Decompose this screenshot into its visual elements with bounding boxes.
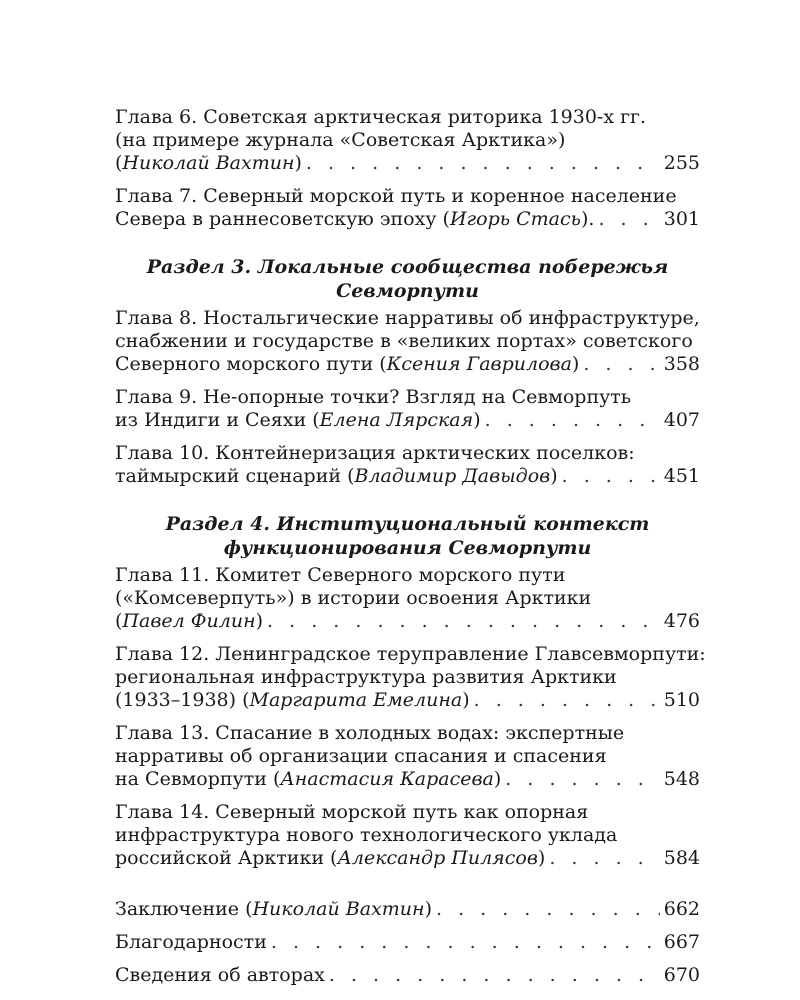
section-heading-4[interactable]: Раздел 4. Институциональный контекст функционирования Севморпути <box>165 513 650 559</box>
toc-entry-acknowledgements[interactable] <box>115 931 700 954</box>
entry-last-line: (Павел Филин) . . . 476 <box>115 610 700 633</box>
page-number: 584 <box>663 847 700 869</box>
page-number: 255 <box>663 152 700 174</box>
toc-entry-chapter-12[interactable] <box>115 643 706 712</box>
entry-line: Глава 8. Ностальгические нарративы об инфраструктуре, <box>115 307 700 329</box>
dot-leader <box>271 931 660 954</box>
entry-last-line: (Николай Вахтин) . . . 255 <box>115 152 700 175</box>
toc-entry-chapter-11[interactable] <box>115 564 700 633</box>
dot-leader <box>474 689 660 712</box>
entry-last-line: Сведения об авторах . . . 670 <box>115 964 700 987</box>
toc-entry-about-authors[interactable] <box>115 964 700 987</box>
page-number: 476 <box>663 610 700 632</box>
page-number: 451 <box>663 465 700 487</box>
toc-entry-chapter-7[interactable] <box>115 185 700 231</box>
entry-last-line: из Индиги и Сеяхи (Елена Лярская) . . . 407 <box>115 409 700 432</box>
entry-last-line: Северного морского пути (Ксения Гаврилова) . . . 358 <box>115 353 700 376</box>
table-of-contents <box>115 106 706 997</box>
entry-line: инфраструктура нового технологического уклада <box>115 824 618 846</box>
entry-last-line: таймырский сценарий (Владимир Давыдов) . . . 451 <box>115 465 700 488</box>
spacer <box>115 880 700 898</box>
dot-leader <box>562 465 660 488</box>
entry-author: Маргарита Емелина <box>249 689 463 711</box>
entry-last-line: Севера в раннесоветскую эпоху (Игорь Стась). . . . 301 <box>115 208 700 231</box>
dot-leader <box>485 409 660 432</box>
dot-leader <box>267 610 660 633</box>
page-number: 670 <box>663 964 700 986</box>
toc-entry-chapter-13[interactable] <box>115 722 700 791</box>
page-number: 301 <box>663 208 700 230</box>
toc-entry-chapter-9[interactable] <box>115 386 700 432</box>
dot-leader <box>598 208 659 231</box>
entry-line: Глава 9. Не-опорные точки? Взгляд на Севморпуть <box>115 386 632 408</box>
entry-line: Глава 12. Ленинградское теруправление Главсевморпути: <box>115 643 706 665</box>
entry-author: Игорь Стась <box>449 208 581 230</box>
entry-last-line: российской Арктики (Александр Пилясов) . . . 584 <box>115 847 700 870</box>
entry-last-line: Благодарности . . . 667 <box>115 931 700 954</box>
toc-entry-chapter-6[interactable] <box>115 106 700 175</box>
entry-author: Анастасия Карасева <box>280 768 494 790</box>
entry-line: Глава 10. Контейнеризация арктических поселков: <box>115 442 635 464</box>
entry-author: Елена Лярская <box>319 409 474 431</box>
entry-line: Глава 13. Спасание в холодных водах: экспертные <box>115 722 625 744</box>
entry-line: Глава 6. Советская арктическая риторика 1930-х гг. <box>115 106 647 128</box>
entry-author: Александр Пилясов <box>337 847 538 869</box>
entry-line: нарративы об организации спасания и спасения <box>115 745 607 767</box>
entry-author: Николай Вахтин <box>252 898 425 920</box>
dot-leader <box>583 353 659 376</box>
entry-author: Николай Вахтин <box>122 152 295 174</box>
toc-entry-chapter-8[interactable] <box>115 307 700 376</box>
entry-line: («Комсеверпуть») в истории освоения Арктики <box>115 587 592 609</box>
page-number: 407 <box>663 409 700 431</box>
entry-line: региональная инфраструктура развития Арктики <box>115 666 617 688</box>
entry-line: Глава 14. Северный морской путь как опорная <box>115 801 589 823</box>
entry-last-line: (1933–1938) (Маргарита Емелина) . . . 510 <box>115 689 700 712</box>
page-number: 667 <box>663 931 700 953</box>
dot-leader <box>436 898 660 921</box>
dot-leader <box>549 847 659 870</box>
entry-author: Павел Филин <box>122 610 256 632</box>
entry-author: Ксения Гаврилова <box>386 353 572 375</box>
entry-line: снабжении и государстве в «великих портах» советского <box>115 330 693 352</box>
page-number: 510 <box>663 689 700 711</box>
entry-line: (на примере журнала «Советская Арктика») <box>115 129 566 151</box>
dot-leader <box>329 964 660 987</box>
toc-entry-chapter-10[interactable] <box>115 442 700 488</box>
section-heading-3[interactable]: Раздел 3. Локальные сообщества побережья Севморпути <box>146 256 669 302</box>
toc-entry-conclusion[interactable] <box>115 898 700 921</box>
page-number: 662 <box>663 898 700 920</box>
dot-leader <box>505 768 659 791</box>
entry-line: Глава 7. Северный морской путь и коренное население <box>115 185 677 207</box>
entry-line: Глава 11. Комитет Северного морского пути <box>115 564 566 586</box>
page-number: 358 <box>663 353 700 375</box>
entry-author: Владимир Давыдов <box>354 465 551 487</box>
toc-entry-chapter-14[interactable] <box>115 801 700 870</box>
entry-last-line: на Севморпути (Анастасия Карасева) . . . 548 <box>115 768 700 791</box>
entry-last-line: Заключение (Николай Вахтин) . . . 662 <box>115 898 700 921</box>
page-number: 548 <box>663 768 700 790</box>
dot-leader <box>306 152 660 175</box>
